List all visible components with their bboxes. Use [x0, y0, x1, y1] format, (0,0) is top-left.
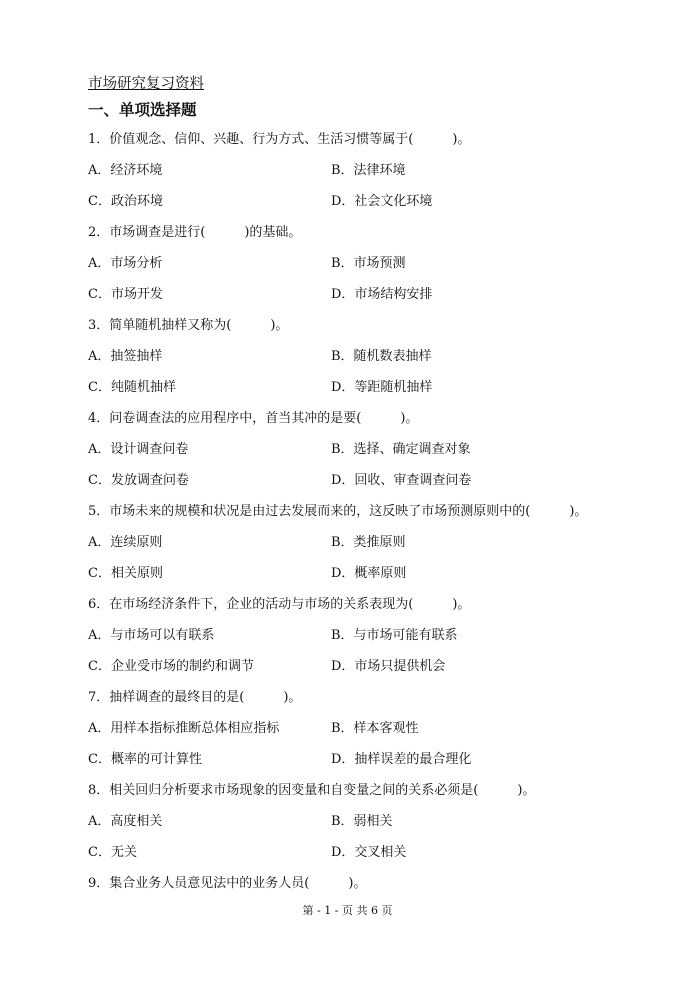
option-row: [88, 186, 648, 217]
option-a: A．连续原则: [88, 535, 163, 550]
option-c: C．相关原则: [88, 566, 163, 581]
question-stem-2: 2．市场调查是进行( )的基础。: [88, 225, 302, 240]
option-d: D．回收、审查调查问卷: [331, 473, 472, 488]
option-b: B．弱相关: [331, 814, 393, 829]
option-row: [88, 651, 648, 682]
option-row: [88, 155, 648, 186]
question-list: [88, 124, 648, 899]
option-d: D．社会文化环境: [331, 194, 433, 209]
option-row: [88, 527, 648, 558]
question-stem-3: 3．简单随机抽样又称为( )。: [88, 318, 289, 333]
option-c: C．纯随机抽样: [88, 380, 176, 395]
question-stem-4: 4．问卷调查法的应用程序中，首当其冲的是要( )。: [88, 411, 419, 426]
option-d: D．抽样误差的最合理化: [331, 752, 472, 767]
option-row: [88, 248, 648, 279]
document-title: 市场研究复习资料: [88, 76, 204, 92]
question-stem-7: 7．抽样调查的最终目的是( )。: [88, 690, 302, 705]
option-row: [88, 806, 648, 837]
option-row: [88, 372, 648, 403]
option-b: B．选择、确定调查对象: [331, 442, 471, 457]
option-b: B．市场预测: [331, 256, 406, 271]
option-row: [88, 744, 648, 775]
option-row: [88, 620, 648, 651]
option-b: B．随机数表抽样: [331, 349, 432, 364]
option-d: D．交叉相关: [331, 845, 407, 860]
option-row: [88, 434, 648, 465]
option-a: A．高度相关: [88, 814, 163, 829]
question-stem-8: 8．相关回归分析要求市场现象的因变量和自变量之间的关系必须是( )。: [88, 783, 536, 798]
option-b: B．类推原则: [331, 535, 406, 550]
option-c: C．无关: [88, 845, 137, 860]
section-title: 一、单项选择题: [88, 100, 197, 119]
option-a: A．用样本指标推断总体相应指标: [88, 721, 280, 736]
option-row: [88, 279, 648, 310]
option-a: A．抽签抽样: [88, 349, 163, 364]
page-footer: 第 - 1 - 页 共 6 页: [302, 904, 393, 917]
option-b: B．样本客观性: [331, 721, 419, 736]
option-d: D．概率原则: [331, 566, 407, 581]
option-row: [88, 558, 648, 589]
option-row: [88, 465, 648, 496]
option-b: B．法律环境: [331, 163, 406, 178]
option-a: A．市场分析: [88, 256, 163, 271]
option-a: A．与市场可以有联系: [88, 628, 215, 643]
option-c: C．市场开发: [88, 287, 163, 302]
option-b: B．与市场可能有联系: [331, 628, 458, 643]
question-stem-9: 9．集合业务人员意见法中的业务人员( )。: [88, 876, 367, 891]
option-a: A．经济环境: [88, 163, 163, 178]
question-stem-5: 5．市场未来的规模和状况是由过去发展而来的，这反映了市场预测原则中的( )。: [88, 504, 588, 519]
question-stem-1: 1．价值观念、信仰、兴趣、行为方式、生活习惯等属于( )。: [88, 132, 471, 147]
question-stem-6: 6．在市场经济条件下，企业的活动与市场的关系表现为( )。: [88, 597, 471, 612]
option-row: [88, 713, 648, 744]
option-row: [88, 837, 648, 868]
option-c: C．概率的可计算性: [88, 752, 202, 767]
option-row: [88, 341, 648, 372]
option-a: A．设计调查问卷: [88, 442, 189, 457]
option-c: C．企业受市场的制约和调节: [88, 659, 254, 674]
option-d: D．市场结构安排: [331, 287, 433, 302]
option-d: D．等距随机抽样: [331, 380, 433, 395]
option-d: D．市场只提供机会: [331, 659, 446, 674]
option-c: C．政治环境: [88, 194, 163, 209]
option-c: C．发放调查问卷: [88, 473, 189, 488]
